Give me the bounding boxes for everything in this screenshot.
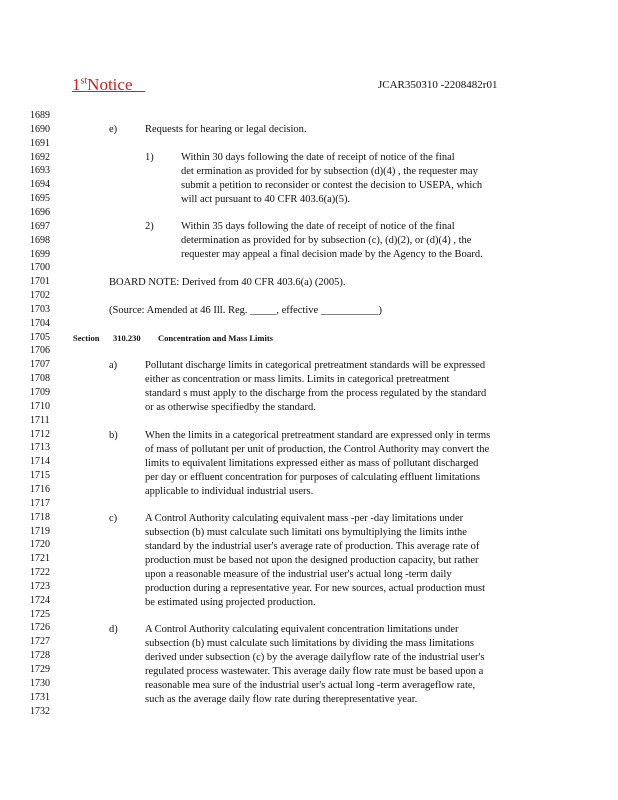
paragraph-line: applicable to individual industrial users. <box>145 486 314 497</box>
line-number: 1710 <box>30 400 50 412</box>
line-number: 1707 <box>30 359 50 371</box>
line-number: 1726 <box>30 622 50 634</box>
paragraph-line: such as the average daily flow rate during therepresentative year. <box>145 694 418 705</box>
line-number: 1727 <box>30 636 50 648</box>
paragraph-line: standard by the industrial user's average rate of production. This average rate of <box>145 541 480 552</box>
item-e-label: e) <box>109 124 118 135</box>
item-e2-label: 2) <box>145 221 154 232</box>
paragraph-line: A Control Authority calculating equivalent mass -per -day limitations under <box>145 513 464 524</box>
paragraph-line: either as concentration or mass limits. Limits in categorical pretreatment <box>145 374 450 385</box>
line-number: 1706 <box>30 345 50 357</box>
line-number: 1718 <box>30 511 50 523</box>
paragraph-line: limits to equivalent limitations expressed either as mass of pollutant discharged <box>145 458 479 469</box>
paragraph-line: Within 35 days following the date of receipt of notice of the final <box>181 221 455 232</box>
line-number: 1698 <box>30 234 50 246</box>
line-number: 1708 <box>30 373 50 385</box>
paragraph-line: subsection (b) must calculate such limitati ons bymultiplying the limits inthe <box>145 527 467 538</box>
section-word: Section <box>73 333 100 343</box>
line-number: 1693 <box>30 165 50 177</box>
line-number: 1695 <box>30 193 50 205</box>
paragraph-line: or as otherwise specifiedby the standard. <box>145 402 316 413</box>
line-number: 1711 <box>30 414 50 426</box>
line-number: 1723 <box>30 580 50 592</box>
paragraph-line: regulated process wastewater. This average daily flow rate must be based upon a <box>145 666 484 677</box>
paragraph-line: det ermination as provided for by subsection (d)(4) , the requester may <box>181 166 478 177</box>
notice-word: Notice <box>87 75 133 94</box>
paragraph-line: submit a petition to reconsider or contest the decision to USEPA, which <box>181 180 483 191</box>
paragraph-line: requester may appeal a final decision made by the Agency to the Board. <box>181 249 483 260</box>
line-number: 1716 <box>30 483 50 495</box>
line-number: 1728 <box>30 650 50 662</box>
notice-number: 1 <box>72 75 81 94</box>
notice-heading <box>72 75 145 95</box>
line-number: 1689 <box>30 110 50 121</box>
notice-ordinal-suffix: st <box>80 75 88 87</box>
line-number: 1722 <box>30 567 50 578</box>
line-number: 1705 <box>30 331 50 343</box>
paragraph-line: subsection (b) must calculate such limitations by dividing the mass limitations <box>145 638 474 649</box>
line-number: 1712 <box>30 428 50 440</box>
line-number: 1724 <box>30 594 50 606</box>
paragraph-line: standard s must apply to the discharge from the process regulated by the standard <box>145 388 487 399</box>
item-a-label: a) <box>109 360 118 371</box>
line-number: 1725 <box>30 608 50 620</box>
line-number: 1714 <box>30 456 50 468</box>
item-b-label: b) <box>109 430 118 441</box>
line-number: 1709 <box>30 387 50 398</box>
line-number: 1703 <box>30 303 50 315</box>
line-number: 1702 <box>30 290 50 301</box>
line-number: 1704 <box>30 317 50 329</box>
item-e1-label: 1) <box>145 152 154 163</box>
section-title: Concentration and Mass Limits <box>158 333 273 343</box>
line-number: 1697 <box>30 220 50 232</box>
line-number: 1719 <box>30 525 50 537</box>
paragraph-line: reasonable mea sure of the industrial user's actual long -term averageflow rate, <box>145 680 476 691</box>
paragraph-line: Pollutant discharge limits in categorical pretreatment standards will be expressed <box>145 360 486 371</box>
line-number: 1696 <box>30 206 50 218</box>
item-d-label: d) <box>109 624 118 635</box>
paragraph-line: upon a reasonable measure of the industrial user's actual long -term daily <box>145 569 452 580</box>
board-note: BOARD NOTE: Derived from 40 CFR 403.6(a) (2005). <box>109 277 346 288</box>
paragraph-line: per day or effluent concentration for purposes of calculating effluent limitations <box>145 472 480 483</box>
line-number: 1731 <box>30 691 50 703</box>
paragraph-line: of mass of pollutant per unit of production, the Control Authority may convert the <box>145 444 490 455</box>
paragraph-line: production must be based not upon the designed production capacity, but rather <box>145 555 479 566</box>
line-number: 1730 <box>30 677 50 689</box>
paragraph-line: determination as provided for by subsection (c), (d)(2), or (d)(4) , the <box>181 235 472 246</box>
line-number: 1720 <box>30 539 50 551</box>
line-number: 1691 <box>30 137 50 149</box>
paragraph-line: Within 30 days following the date of receipt of notice of the final <box>181 152 455 163</box>
line-number: 1692 <box>30 151 50 163</box>
paragraph-line: A Control Authority calculating equivalent concentration limitations under <box>145 624 459 635</box>
line-number: 1717 <box>30 497 50 509</box>
paragraph-line: When the limits in a categorical pretreatment standard are expressed only in terms <box>145 430 491 441</box>
section-number: 310.230 <box>113 333 141 343</box>
line-number: 1721 <box>30 553 50 565</box>
line-number: 1694 <box>30 179 50 191</box>
line-number: 1690 <box>30 123 50 135</box>
paragraph-line: derived under subsection (c) by the average dailyflow rate of the industrial user's <box>145 652 485 663</box>
document-code: JCAR350310 -2208482r01 <box>378 79 498 91</box>
paragraph-line: be estimated using projected production. <box>145 597 316 608</box>
item-c-label: c) <box>109 513 118 524</box>
line-number: 1713 <box>30 442 50 454</box>
line-number: 1729 <box>30 664 50 675</box>
paragraph-line: production during a representative year. For new sources, actual production must <box>145 583 485 594</box>
line-number: 1715 <box>30 470 50 482</box>
item-e-title: Requests for hearing or legal decision. <box>145 124 307 135</box>
paragraph-line: will act pursuant to 40 CFR 403.6(a)(5). <box>181 194 351 205</box>
line-number: 1701 <box>30 276 50 288</box>
line-number: 1732 <box>30 705 50 717</box>
line-number: 1700 <box>30 262 50 274</box>
source-note: (Source: Amended at 46 Ill. Reg. _____, effective ___________) <box>109 305 383 316</box>
line-number: 1699 <box>30 248 50 260</box>
